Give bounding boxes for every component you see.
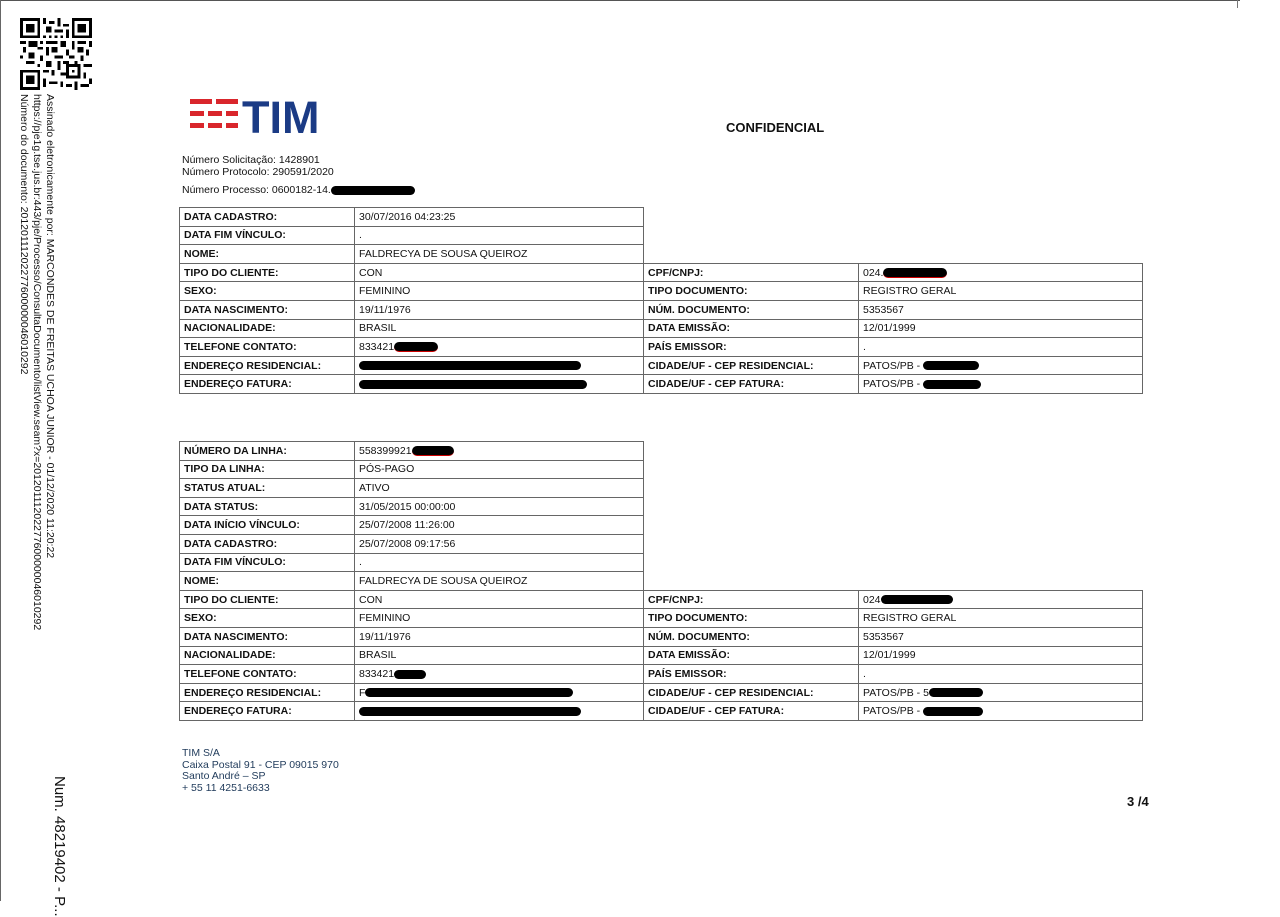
protocol-number: Número Protocolo: 290591/2020 <box>182 166 334 178</box>
qr-code <box>20 18 92 90</box>
redaction-mark <box>929 688 983 697</box>
tim-logo <box>190 96 326 136</box>
page-top-edge <box>0 0 1240 1</box>
table-row: NACIONALIDADE: BRASIL DATA EMISSÃO: 12/01/1999 <box>180 646 1143 665</box>
table-row: NÚMERO DA LINHA: 558399921 <box>180 442 1143 461</box>
redaction-mark <box>412 446 454 456</box>
subscriber-table-1 <box>179 207 1143 394</box>
table-row: DATA CADASTRO: 25/07/2008 09:17:56 <box>180 534 1143 553</box>
redaction-mark <box>923 380 981 389</box>
page-number: 3 /4 <box>1127 794 1149 809</box>
subscriber-table-2 <box>179 441 1143 721</box>
table-row: ENDEREÇO RESIDENCIAL: F CIDADE/UF - CEP RESIDENCIAL: PATOS/PB - 5 <box>180 683 1143 702</box>
table-row: STATUS ATUAL: ATIVO <box>180 479 1143 498</box>
redaction-mark <box>359 361 581 370</box>
redaction-mark <box>359 380 587 389</box>
redaction-mark <box>331 186 415 195</box>
confidential-heading: CONFIDENCIAL <box>726 120 825 135</box>
table-row: DATA FIM VÍNCULO: . <box>180 553 1143 572</box>
table-row: TIPO DO CLIENTE: CON CPF/CNPJ: 024 <box>180 590 1143 609</box>
redaction-mark <box>923 707 983 716</box>
redaction-mark <box>365 688 573 697</box>
redaction-mark <box>359 707 581 716</box>
table-row: NOME: FALDRECYA DE SOUSA QUEIROZ <box>180 245 1143 264</box>
table-row: ENDEREÇO FATURA: CIDADE/UF - CEP FATURA: PATOS/PB - <box>180 702 1143 721</box>
table-row: SEXO: FEMININO TIPO DOCUMENTO: REGISTRO GERAL <box>180 609 1143 628</box>
table-row: DATA INÍCIO VÍNCULO: 25/07/2008 11:26:00 <box>180 516 1143 535</box>
page-left-edge <box>0 0 1 901</box>
table-row: ENDEREÇO RESIDENCIAL: CIDADE/UF - CEP RESIDENCIAL: PATOS/PB - <box>180 356 1143 375</box>
redaction-mark <box>394 342 438 352</box>
table-row: TIPO DO CLIENTE: CON CPF/CNPJ: 024. <box>180 263 1143 282</box>
table-row: SEXO: FEMININO TIPO DOCUMENTO: REGISTRO GERAL <box>180 282 1143 301</box>
page-top-edge-corner <box>1237 0 1238 8</box>
document-num-label: Num. 48219402 - P... <box>51 776 68 917</box>
document-url-line: https://pje1g.tse.jus.br:443/pje/Processo/ConsultaDocumento/listView.seam?x=20120111202277600000046010292 <box>31 94 43 631</box>
request-number: Número Solicitação: 1428901 <box>182 154 320 166</box>
process-number: Número Processo: 0600182-14. <box>182 184 331 196</box>
table-row: DATA FIM VÍNCULO: . <box>180 226 1143 245</box>
electronic-signature-note <box>17 94 56 630</box>
city-state: Santo André – SP <box>182 770 266 782</box>
table-row: DATA CADASTRO: 30/07/2016 04:23:25 <box>180 208 1143 227</box>
table-row: DATA NASCIMENTO: 19/11/1976 NÚM. DOCUMENTO: 5353567 <box>180 627 1143 646</box>
redaction-mark <box>883 268 947 278</box>
table-row: NACIONALIDADE: BRASIL DATA EMISSÃO: 12/01/1999 <box>180 319 1143 338</box>
redaction-mark <box>881 595 953 604</box>
company-name: TIM S/A <box>182 747 220 759</box>
table-row: NOME: FALDRECYA DE SOUSA QUEIROZ <box>180 572 1143 591</box>
company-address <box>182 748 339 794</box>
table-row: DATA NASCIMENTO: 19/11/1976 NÚM. DOCUMENTO: 5353567 <box>180 300 1143 319</box>
company-phone: + 55 11 4251-6633 <box>182 781 270 794</box>
document-number-line: Número do documento: 20120111202277600000046010292 <box>18 94 30 375</box>
redaction-mark <box>394 670 426 679</box>
table-row: DATA STATUS: 31/05/2015 00:00:00 <box>180 497 1143 516</box>
svg-text:TIM: TIM <box>242 96 320 136</box>
process-number-line <box>182 184 415 196</box>
table-row: ENDEREÇO FATURA: CIDADE/UF - CEP FATURA: PATOS/PB - <box>180 375 1143 394</box>
table-row: TIPO DA LINHA: PÓS-PAGO <box>180 460 1143 479</box>
table-row: TELEFONE CONTATO: 833421 PAÍS EMISSOR: . <box>180 338 1143 357</box>
redaction-mark <box>923 361 979 370</box>
postal-box: Caixa Postal 91 - CEP 09015 970 <box>182 758 339 771</box>
signed-by-line: Assinado eletronicamente por: MARCONDES DE FREITAS UCHOA JUNIOR - 01/12/2020 11:20:22 <box>44 94 56 559</box>
table-row: TELEFONE CONTATO: 833421 PAÍS EMISSOR: . <box>180 665 1143 684</box>
